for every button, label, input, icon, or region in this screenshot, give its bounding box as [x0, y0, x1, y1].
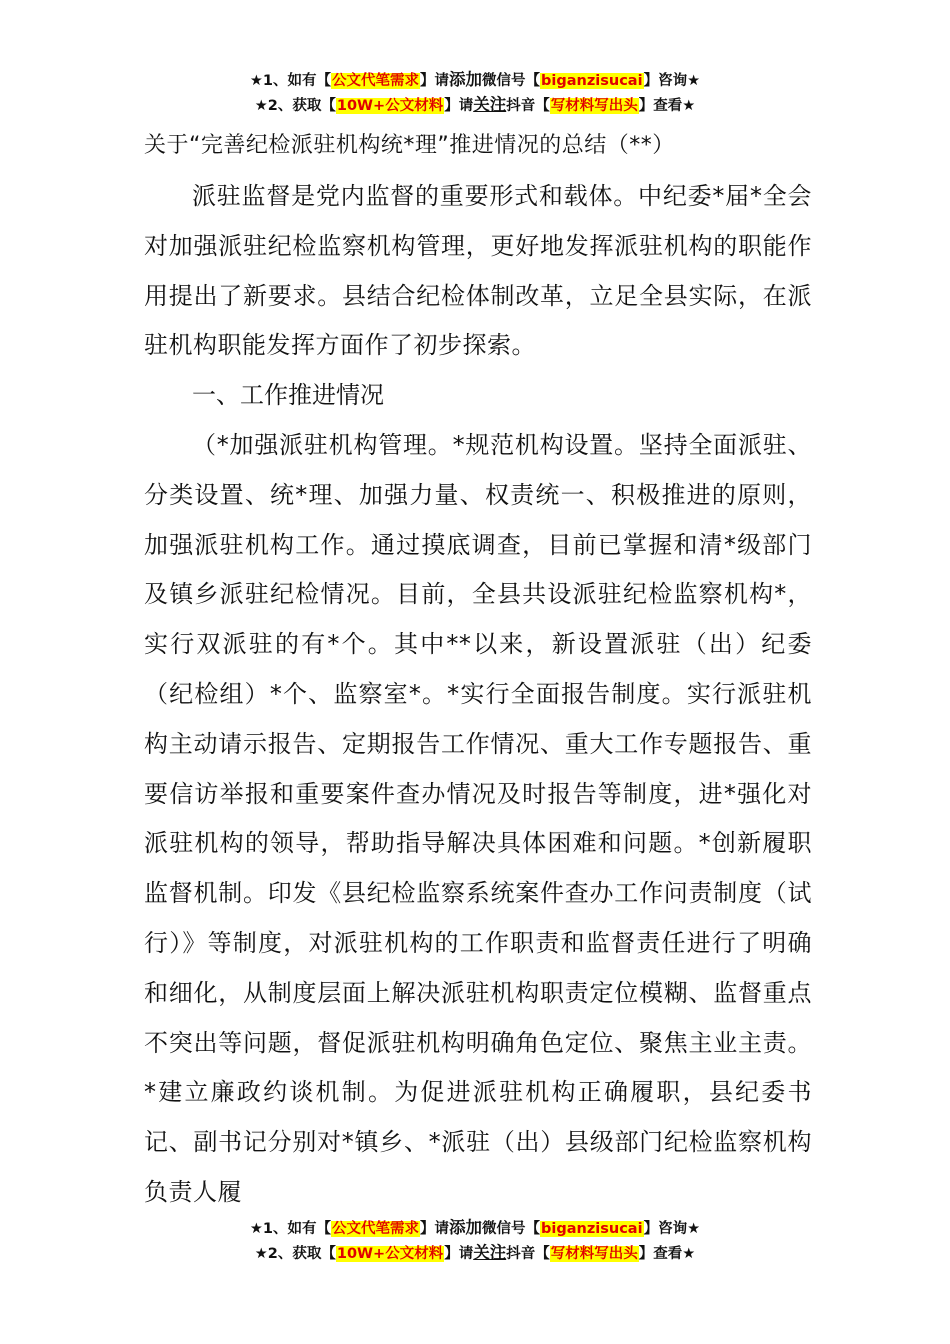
promo-emphasis: 关注: [473, 1243, 507, 1262]
promo-line-1: [0, 1216, 950, 1241]
footer-promo-banner: [0, 1216, 950, 1266]
wechat-id-highlight: biganzisucai: [541, 73, 643, 89]
wechat-id-highlight: biganzisucai: [541, 1221, 643, 1237]
promo-text: 】查看★: [638, 1246, 696, 1262]
promo-text: 】请: [444, 1246, 474, 1262]
promo-text: 】查看★: [638, 98, 696, 114]
promo-text: 微信号【: [482, 73, 541, 89]
promo-text: 】请: [420, 1221, 450, 1237]
promo-emphasis: 关注: [473, 95, 507, 114]
promo-text: 】请: [444, 98, 474, 114]
promo-line-1: [0, 68, 950, 93]
promo-text: 抖音【: [506, 1246, 550, 1262]
header-promo-banner: [0, 68, 950, 118]
promo-text: ★2、获取【: [254, 1246, 336, 1262]
promo-emphasis: 添加: [449, 70, 483, 89]
promo-highlight: 公文代笔需求: [332, 73, 420, 89]
paragraph-intro: 派驻监督是党内监督的重要形式和载体。中纪委*届*全会对加强派驻纪检监察机构管理，更好地发挥派驻机构的职能作用提出了新要求。县结合纪检体制改革，立足全县实际，在派驻机构职能发挥方面作了初步探索。: [144, 182, 812, 360]
document-body: [144, 126, 812, 1218]
promo-text: 微信号【: [482, 1221, 541, 1237]
douyin-account-highlight: 写材料写出头: [550, 98, 638, 114]
promo-text: 】请: [420, 73, 450, 89]
promo-highlight: 10W+公文材料: [336, 98, 444, 114]
section-heading: 一、工作推进情况: [192, 381, 384, 410]
promo-text: ★2、获取【: [254, 98, 336, 114]
promo-text: ★1、如有【: [249, 1221, 332, 1237]
douyin-account-highlight: 写材料写出头: [550, 1246, 638, 1262]
promo-highlight: 10W+公文材料: [336, 1246, 444, 1262]
promo-line-2: [0, 93, 950, 118]
promo-text: 】咨询★: [643, 73, 701, 89]
promo-emphasis: 添加: [449, 1218, 483, 1237]
document-title: 关于“完善纪检派驻机构统*理”推进情况的总结（**）: [144, 133, 675, 158]
promo-text: 】咨询★: [643, 1221, 701, 1237]
promo-line-2: [0, 1241, 950, 1266]
promo-text: 抖音【: [506, 98, 550, 114]
promo-highlight: 公文代笔需求: [332, 1221, 420, 1237]
promo-text: ★1、如有【: [249, 73, 332, 89]
paragraph-section-1: （*加强派驻机构管理。*规范机构设置。坚持全面派驻、分类设置、统*理、加强力量、权责统一、积极推进的原则，加强派驻机构工作。通过摸底调查，目前已掌握和清*级部门及镇乡派驻纪检情况。目前，全县共设派驻纪检监察机构*，实行双派驻的有*个。其中**以来，新设置派驻（出）纪委（纪检组）*个、监察室*。*实行全面报告制度。实行派驻机构主动请示报告、定期报告工作情况、重大工作专题报告、重要信访举报和重要案件查办情况及时报告等制度，进*强化对派驻机构的领导，帮助指导解决具体困难和问题。*创新履职监督机制。印发《县纪检监察系统案件查办工作问责制度（试行）》等制度，对派驻机构的工作职责和监督责任进行了明确和细化，从制度层面上解决派驻机构职责定位模糊、监督重点不突出等问题，督促派驻机构明确角色定位、聚焦主业主责。*建立廉政约谈机制。为促进派驻机构正确履职，县纪委书记、副书记分别对*镇乡、*派驻（出）县级部门纪检监察机构负责人履: [144, 430, 812, 1206]
